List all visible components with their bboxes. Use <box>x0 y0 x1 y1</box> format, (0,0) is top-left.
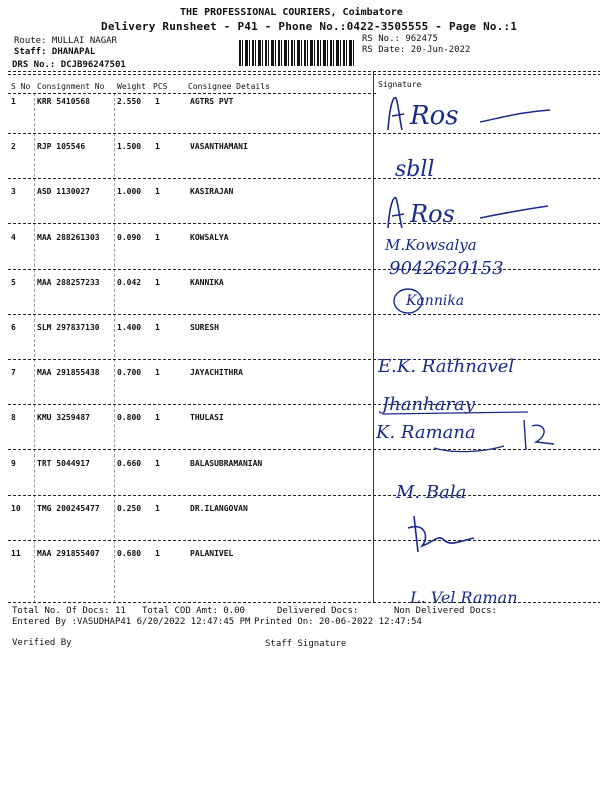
signature-row-4 <box>385 234 545 284</box>
svg-text:K. Ramana: K. Ramana <box>376 422 476 443</box>
svg-text:Ros: Ros <box>410 101 459 131</box>
column-header-sno: S No <box>11 82 31 91</box>
row-weight: 1.000 <box>117 187 142 196</box>
row-consignment-no: MAA 288261303 <box>37 233 100 242</box>
row-consignment-no: ASD 1130027 <box>37 187 90 196</box>
row-consignee: KOWSALYA <box>190 233 229 242</box>
non-delivered-docs: Non Delivered Docs: <box>394 606 497 616</box>
row-sno: 11 <box>11 549 21 558</box>
signature-row-1 <box>380 92 580 140</box>
column-header-pcs: PCS <box>153 82 168 91</box>
row-pcs: 1 <box>155 97 160 106</box>
drs-number <box>12 60 126 70</box>
column-header-consignee: Consignee Details <box>188 82 270 91</box>
row-divider <box>8 314 600 315</box>
row-consignee: PALANIVEL <box>190 549 234 558</box>
row-sno: 3 <box>11 187 16 196</box>
rs-date: RS Date: 20-Jun-2022 <box>362 45 471 55</box>
row-divider <box>8 540 600 541</box>
row-pcs: 1 <box>155 233 160 242</box>
header-divider <box>8 71 600 72</box>
row-pcs: 1 <box>155 413 160 422</box>
row-weight: 0.700 <box>117 368 142 377</box>
row-consignment-no: TRT 5044917 <box>37 459 90 468</box>
svg-text:sbll: sbll <box>395 157 435 182</box>
svg-text:9042620153: 9042620153 <box>389 258 504 279</box>
row-pcs: 1 <box>155 323 160 332</box>
svg-text:M.Kowsalya: M.Kowsalya <box>385 236 477 254</box>
row-sno: 10 <box>11 504 21 513</box>
row-weight: 0.680 <box>117 549 142 558</box>
row-sno: 1 <box>11 97 16 106</box>
drs-number-label: DRS No.: <box>12 60 56 70</box>
barcode <box>239 40 355 66</box>
row-sno: 9 <box>11 459 16 468</box>
row-pcs: 1 <box>155 187 160 196</box>
column-border <box>114 93 115 603</box>
column-header-signature: Signature <box>378 80 422 89</box>
staff-label: Staff: DHANAPAL <box>14 47 96 57</box>
column-header-divider <box>8 93 376 94</box>
row-consignee: SURESH <box>190 323 219 332</box>
column-header-weight: Weight <box>117 82 146 91</box>
row-consignee: THULASI <box>190 413 224 422</box>
header-divider <box>8 74 600 75</box>
row-consignment-no: SLM 297837130 <box>37 323 100 332</box>
row-weight: 0.090 <box>117 233 142 242</box>
signature-row-2 <box>395 150 515 190</box>
row-pcs: 1 <box>155 549 160 558</box>
row-consignment-no: MAA 288257233 <box>37 278 100 287</box>
row-consignment-no: KMU 3259487 <box>37 413 90 422</box>
row-pcs: 1 <box>155 142 160 151</box>
row-sno: 6 <box>11 323 16 332</box>
row-sno: 4 <box>11 233 16 242</box>
row-pcs: 1 <box>155 368 160 377</box>
svg-text:Jhanharay: Jhanharay <box>382 394 475 415</box>
row-consignment-no: KRR 5410568 <box>37 97 90 106</box>
row-consignee: BALASUBRAMANIAN <box>190 459 263 468</box>
row-pcs: 1 <box>155 459 160 468</box>
row-consignee: DR.ILANGOVAN <box>190 504 248 513</box>
svg-text:Ros: Ros <box>410 200 455 228</box>
row-consignment-no: MAA 291855407 <box>37 549 100 558</box>
total-docs: Total No. Of Docs: 11 <box>12 606 126 616</box>
row-consignment-no: MAA 291855438 <box>37 368 100 377</box>
row-consignee: KASIRAJAN <box>190 187 234 196</box>
row-weight: 2.550 <box>117 97 142 106</box>
row-consignee: KANNIKA <box>190 278 224 287</box>
row-sno: 5 <box>11 278 16 287</box>
row-weight: 0.250 <box>117 504 142 513</box>
signature-row-8 <box>374 416 584 462</box>
row-pcs: 1 <box>155 504 160 513</box>
row-weight: 0.800 <box>117 413 142 422</box>
row-weight: 0.042 <box>117 278 142 287</box>
signature-column-border <box>373 72 374 602</box>
row-sno: 2 <box>11 142 16 151</box>
svg-text:L. Vel Raman: L. Vel Raman <box>410 588 518 607</box>
signature-row-9 <box>396 476 526 512</box>
row-weight: 1.500 <box>117 142 142 151</box>
column-border <box>34 93 35 603</box>
runsheet-title: Delivery Runsheet - P41 - Phone No.:0422-3505555 - Page No.:1 <box>101 20 518 33</box>
column-header-consignment: Consignment No <box>37 82 105 91</box>
row-pcs: 1 <box>155 278 160 287</box>
row-consignee: AGTRS PVT <box>190 97 234 106</box>
rs-number: RS No.: 962475 <box>362 34 438 44</box>
svg-text:Kannika: Kannika <box>406 293 465 309</box>
verified-by: Verified By <box>12 638 72 648</box>
staff-signature: Staff Signature <box>265 639 347 649</box>
total-cod: Total COD Amt: 0.00 <box>142 606 245 616</box>
row-sno: 7 <box>11 368 16 377</box>
row-weight: 1.400 <box>117 323 142 332</box>
route-label: Route: MULLAI NAGAR <box>14 36 117 46</box>
drs-number-value: DCJB96247501 <box>60 60 126 70</box>
svg-text:M. Bala: M. Bala <box>396 482 467 503</box>
entered-by: Entered By :VASUDHAP41 6/20/2022 12:47:45 PM <box>12 617 251 627</box>
svg-text:E.K. Rathnavel: E.K. Rathnavel <box>378 356 515 377</box>
footer-divider <box>8 602 600 603</box>
signature-row-3 <box>380 192 580 240</box>
row-consignment-no: RJP 105546 <box>37 142 86 151</box>
row-sno: 8 <box>11 413 16 422</box>
signature-row-6 <box>378 348 558 384</box>
row-consignee: VASANTHAMANI <box>190 142 248 151</box>
signature-row-5 <box>390 283 500 323</box>
signature-row-10 <box>404 512 494 560</box>
row-weight: 0.660 <box>117 459 142 468</box>
row-consignment-no: TMG 200245477 <box>37 504 100 513</box>
delivered-docs: Delivered Docs: <box>277 606 359 616</box>
printed-on: Printed On: 20-06-2022 12:47:54 <box>254 617 422 627</box>
company-name: THE PROFESSIONAL COURIERS, Coimbatore <box>180 7 403 18</box>
row-consignee: JAYACHITHRA <box>190 368 243 377</box>
